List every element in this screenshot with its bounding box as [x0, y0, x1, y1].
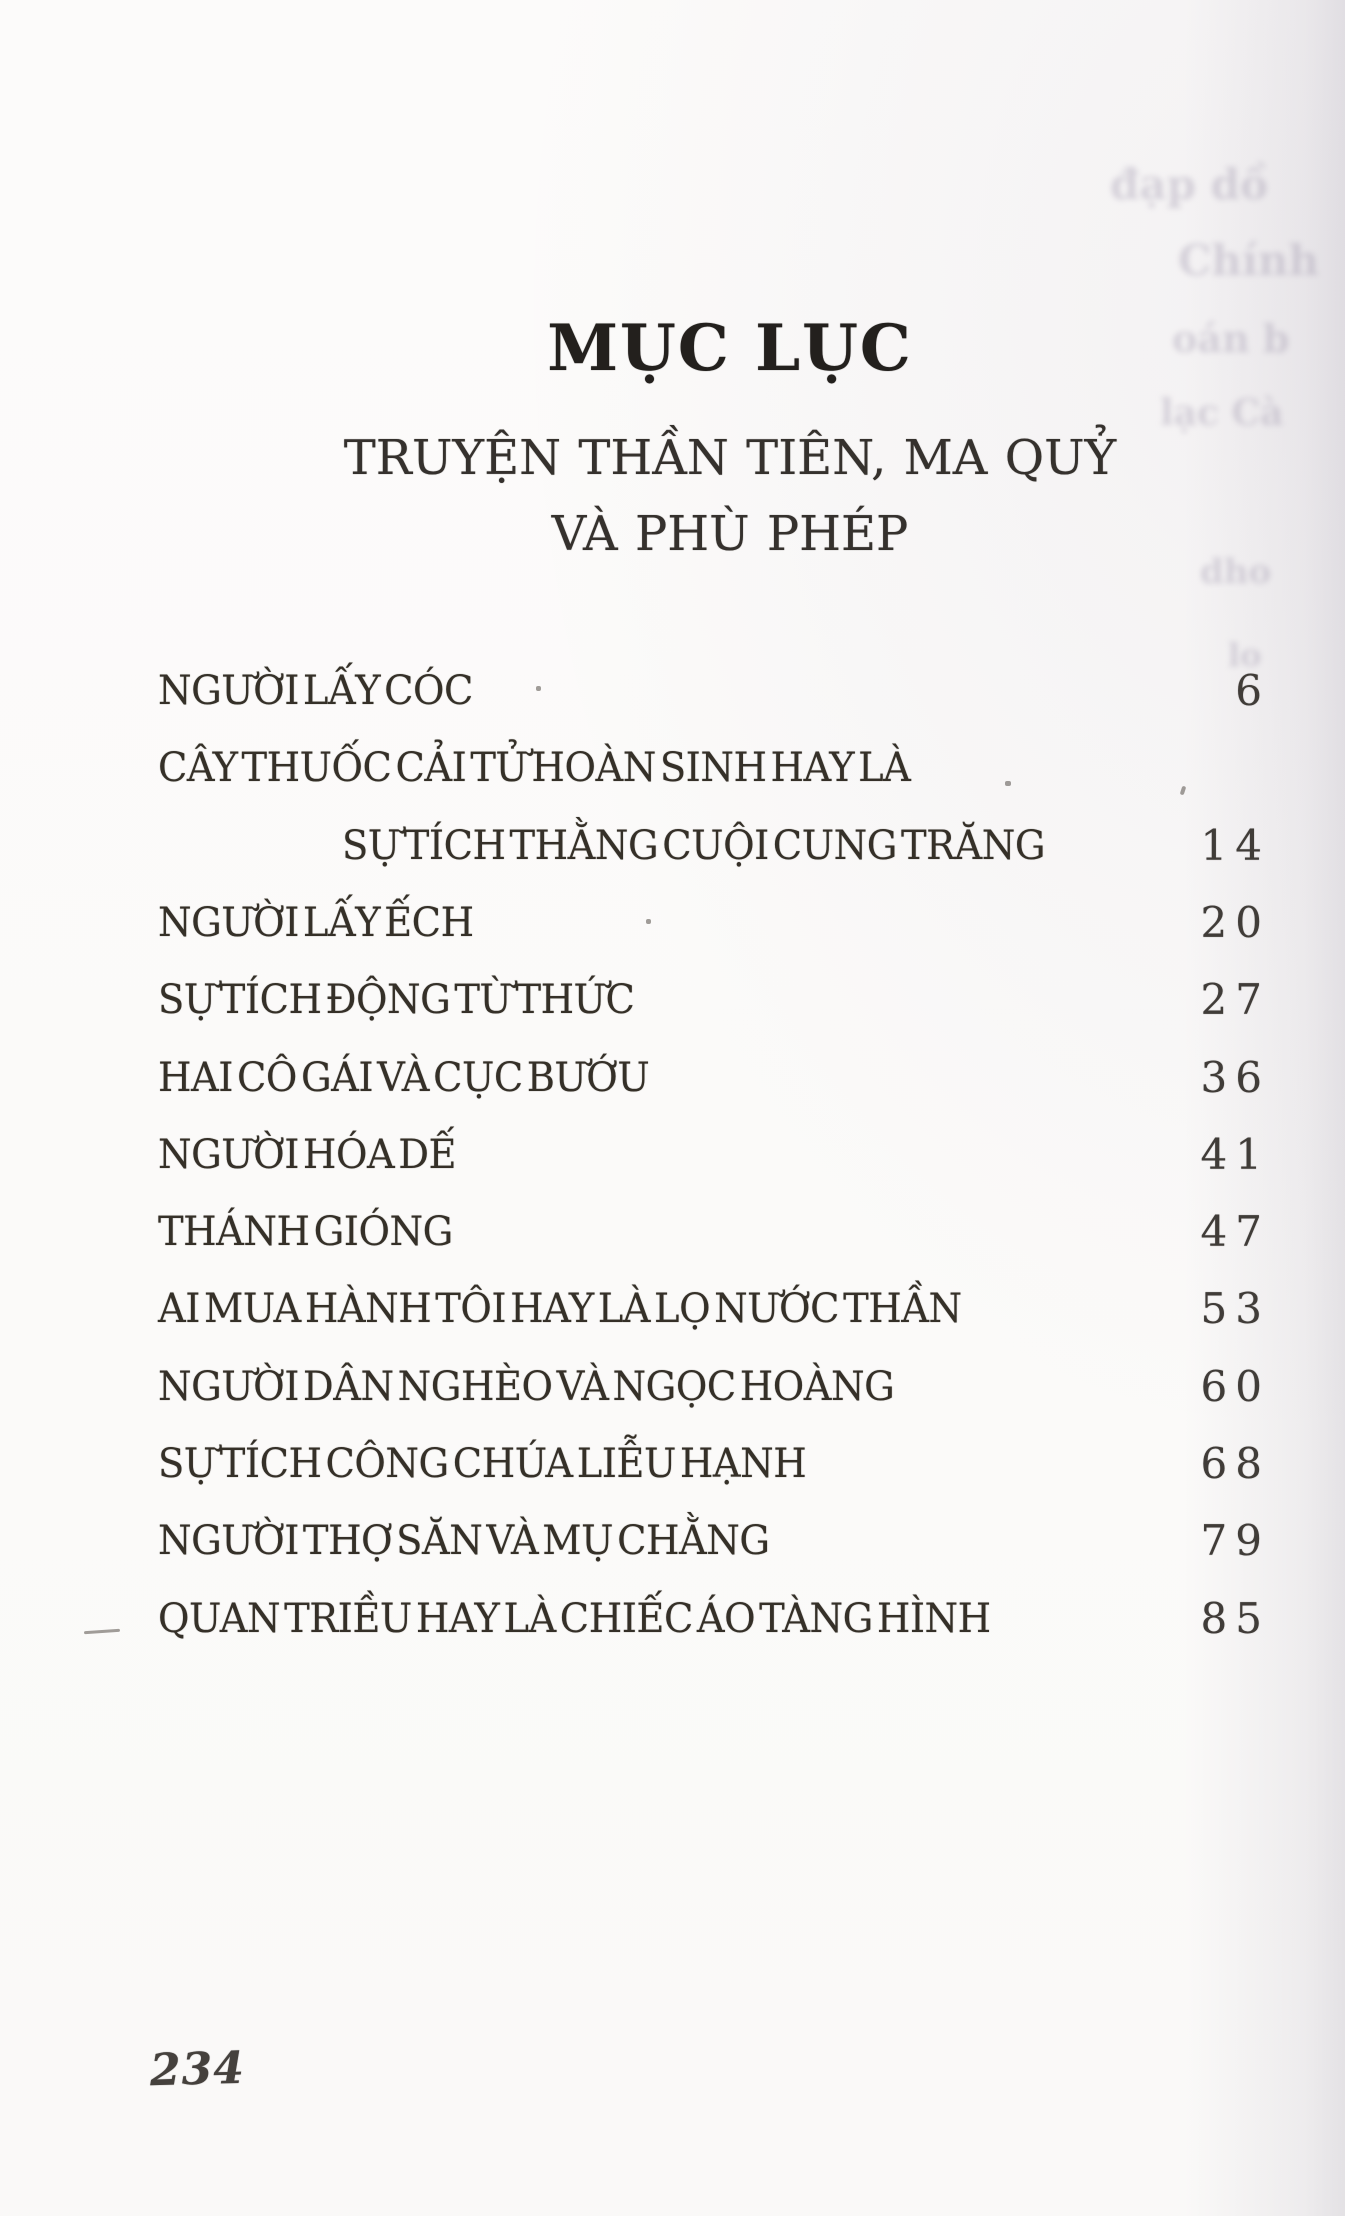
toc-entry-row — [0, 977, 1345, 1023]
toc-entry-title: SỰ TÍCH ĐỘNG TỪ THỨC — [158, 977, 635, 1023]
toc-entry-title: HAI CÔ GÁI VÀ CỤC BƯỚU — [158, 1055, 650, 1101]
toc-entry-row — [0, 1055, 1345, 1101]
bleedthrough-text: lạc Cà — [1160, 392, 1284, 434]
toc-entry-page: 68 — [1200, 1439, 1270, 1488]
toc-entry-row — [0, 1364, 1345, 1410]
toc-entry-row — [0, 1441, 1345, 1487]
toc-entry-page: 79 — [1200, 1516, 1270, 1565]
toc-entry-page: 85 — [1200, 1594, 1270, 1643]
toc-entry-row — [0, 900, 1345, 946]
toc-entry-row — [0, 668, 1345, 714]
toc-entry-row — [0, 1286, 1345, 1332]
toc-entry-row — [0, 1596, 1345, 1642]
bleedthrough-text: dho — [1200, 552, 1272, 592]
toc-entry-page: 36 — [1200, 1053, 1270, 1102]
toc-entry-title: NGƯỜI DÂN NGHÈO VÀ NGỌC HOÀNG — [158, 1364, 895, 1410]
toc-entry-page: 6 — [1235, 666, 1270, 715]
toc-entry-row — [0, 1518, 1345, 1564]
toc-entry-row — [0, 823, 1345, 869]
bleedthrough-text: Chính — [1178, 236, 1319, 285]
toc-entry-title: CÂY THUỐC CẢI TỬ HOÀN SINH HAY LÀ — [158, 745, 911, 791]
bleedthrough-text: oán b — [1172, 316, 1290, 361]
toc-entry-row — [0, 1209, 1345, 1255]
toc-entry-title: NGƯỜI LẤY ẾCH — [158, 900, 474, 946]
toc-entry-title: NGƯỜI THỢ SĂN VÀ MỤ CHẰNG — [158, 1518, 770, 1564]
toc-entry-row — [0, 1132, 1345, 1178]
toc-entry-page: 41 — [1200, 1130, 1270, 1179]
page-number: 234 — [149, 2042, 246, 2097]
toc-entry-page: 14 — [1200, 821, 1270, 870]
toc-entry-page: 20 — [1200, 898, 1270, 947]
section-heading-line2: VÀ PHÙ PHÉP — [551, 506, 909, 562]
scan-speck — [646, 919, 651, 924]
toc-entry-title: AI MUA HÀNH TÔI HAY LÀ LỌ NƯỚC THẦN — [158, 1286, 962, 1332]
toc-entry-title: NGƯỜI HÓA DẾ — [158, 1132, 457, 1178]
toc-entry-row — [0, 745, 1345, 791]
scan-speck — [1005, 781, 1011, 786]
section-heading-line1: TRUYỆN THẦN TIÊN, MA QUỶ — [343, 430, 1117, 486]
bleedthrough-text: đạp dồ — [1110, 160, 1268, 209]
bleedthrough-text: lo — [1228, 636, 1262, 674]
toc-entry-title: NGƯỜI LẤY CÓC — [158, 668, 473, 714]
toc-entry-title: THÁNH GIÓNG — [158, 1209, 453, 1255]
toc-entry-page: 47 — [1200, 1207, 1270, 1256]
toc-entry-title: SỰ TÍCH THẰNG CUỘI CUNG TRĂNG — [342, 823, 1046, 869]
toc-entry-title: SỰ TÍCH CÔNG CHÚA LIỄU HẠNH — [158, 1441, 807, 1487]
scan-speck — [536, 686, 541, 691]
page-title: MỤC LỤC — [547, 310, 913, 386]
toc-entry-page: 53 — [1200, 1284, 1270, 1333]
toc-entry-page: 60 — [1200, 1362, 1270, 1411]
toc-entry-page: 27 — [1200, 975, 1270, 1024]
toc-entry-title: QUAN TRIỀU HAY LÀ CHIẾC ÁO TÀNG HÌNH — [158, 1596, 991, 1642]
